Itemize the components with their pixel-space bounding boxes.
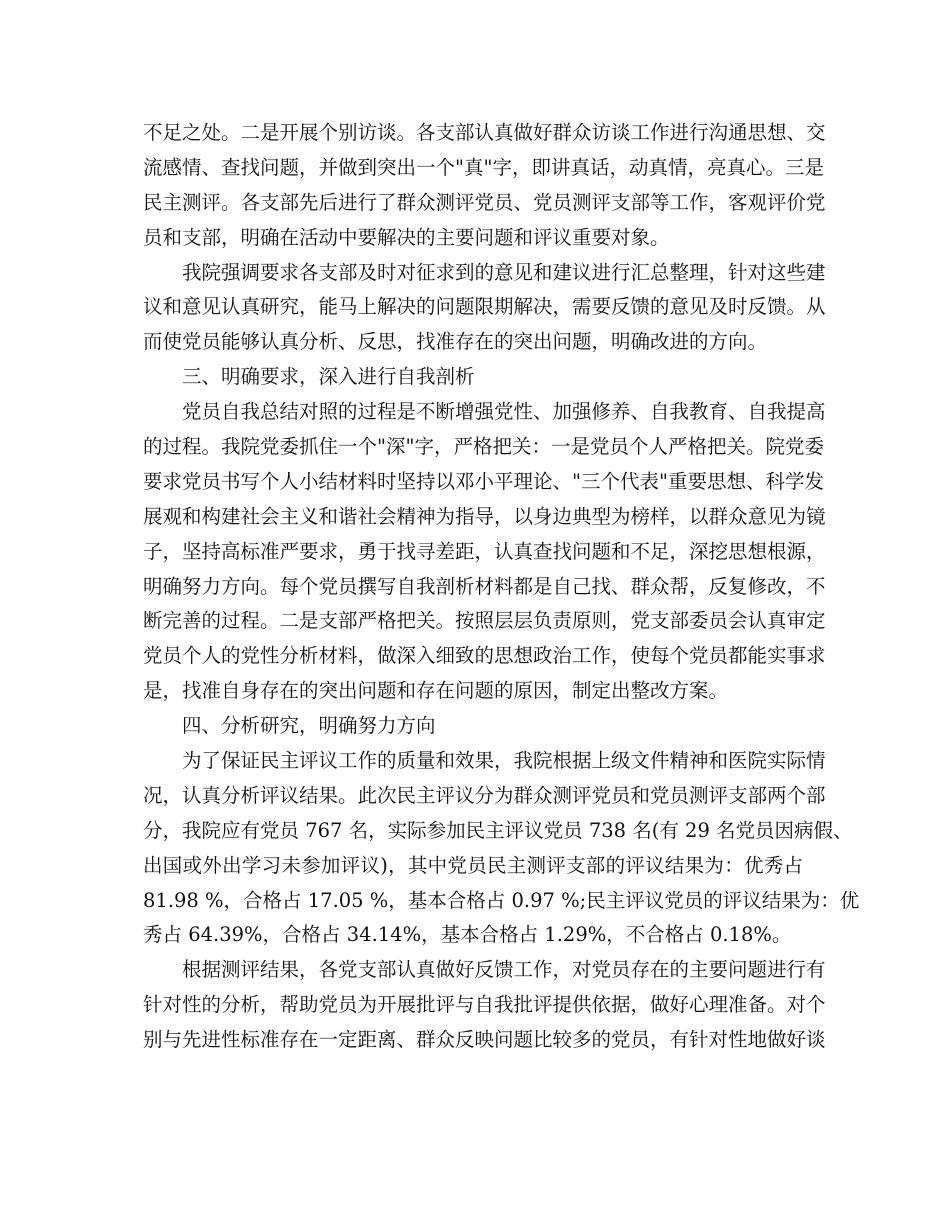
section-heading: 四、分析研究，明确努力方向: [182, 714, 436, 738]
text-line: 党员个人的党性分析材料，做深入细致的思想政治工作，使每个党员都能实事求: [143, 644, 826, 668]
text-line: 断完善的过程。二是支部严格把关。按照层层负责原则，党支部委员会认真审定: [143, 609, 826, 633]
text-line: 要求党员书写个人小结材料时坚持以邓小平理论、"三个代表"重要思想、科学发: [143, 469, 824, 493]
text-line: 分，我院应有党员 767 名，实际参加民主评议党员 738 名(有 29 名党员因病假、: [143, 818, 853, 842]
text-line: 子，坚持高标准严要求，勇于找寻差距，认真查找问题和不足，深挖思想根源，: [143, 539, 826, 563]
text-line: 况，认真分析评议结果。此次民主评议分为群众测评党员和党员测评支部两个部: [143, 783, 826, 807]
text-line: 的过程。我院党委抓住一个"深"字，严格把关：一是党员个人严格把关。院党委: [143, 435, 824, 459]
text-line: 81.98 %，合格占 17.05 %，基本合格占 0.97 %;民主评议党员的评议结果为：优: [143, 888, 860, 912]
document-body: [143, 116, 860, 1058]
text-line: 明确努力方向。每个党员撰写自我剖析材料都是自己找、群众帮，反复修改，不: [143, 574, 826, 598]
text-line: 民主测评。各支部先后进行了群众测评党员、党员测评支部等工作，客观评价党: [143, 190, 826, 214]
text-line: 展观和构建社会主义和谐社会精神为指导，以身边典型为榜样，以群众意见为镜: [143, 504, 826, 528]
text-line: 别与先进性标准存在一定距离、群众反映问题比较多的党员，有针对性地做好谈: [143, 1028, 826, 1052]
text-line: 秀占 64.39%，合格占 34.14%，基本合格占 1.29%，不合格占 0.18%。: [143, 923, 792, 947]
text-line: 针对性的分析，帮助党员为开展批评与自我批评提供依据，做好心理准备。对个: [143, 993, 826, 1017]
text-line: 为了保证民主评议工作的质量和效果，我院根据上级文件精神和医院实际情: [182, 749, 826, 773]
text-line: 流感情、查找问题，并做到突出一个"真"字，即讲真话，动真情，亮真心。三是: [143, 155, 824, 179]
text-line: 员和支部，明确在活动中要解决的主要问题和评议重要对象。: [143, 225, 670, 249]
text-line: 党员自我总结对照的过程是不断增强党性、加强修养、自我教育、自我提高: [182, 400, 826, 424]
text-line: 不足之处。二是开展个别访谈。各支部认真做好群众访谈工作进行沟通思想、交: [143, 121, 826, 144]
text-line: 议和意见认真研究，能马上解决的问题限期解决，需要反馈的意见及时反馈。从: [143, 295, 826, 319]
text-line: 出国或外出学习未参加评议)，其中党员民主测评支部的评议结果为：优秀占: [143, 853, 803, 877]
text-line: 根据测评结果，各党支部认真做好反馈工作，对党员存在的主要问题进行有: [182, 958, 826, 982]
text-line: 而使党员能够认真分析、反思，找准存在的突出问题，明确改进的方向。: [143, 330, 768, 354]
section-heading: 三、明确要求，深入进行自我剖析: [182, 365, 475, 389]
text-line: 我院强调要求各支部及时对征求到的意见和建议进行汇总整理，针对这些建: [182, 260, 826, 284]
text-line: 是，找准自身存在的突出问题和存在问题的原因，制定出整改方案。: [143, 679, 729, 703]
